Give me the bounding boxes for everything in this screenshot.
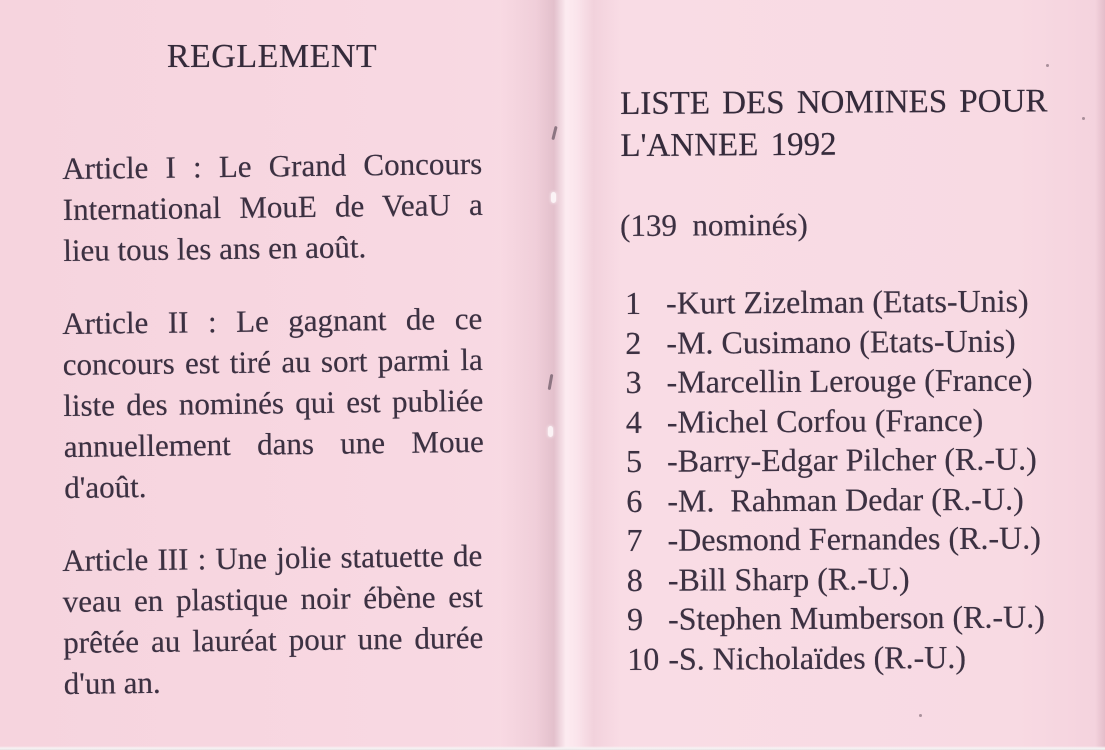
nominee-row — [626, 519, 1086, 561]
nominee-number: 8 — [626, 561, 643, 598]
page-right-edge-shadow — [1095, 0, 1105, 750]
nominee-number: 9 — [626, 600, 644, 637]
nominee-name: -Stephen Mumberson (R.-U.) — [667, 598, 1045, 637]
nominee-row — [627, 559, 1087, 601]
nominee-number: 5 — [625, 442, 643, 479]
article-1: Article I : Le Grand Concours International MouE de VeaU a lieu tous les ans en août. — [62, 145, 483, 268]
nominee-number: 10 — [627, 640, 660, 677]
nominee-row — [627, 638, 1087, 680]
nominee-number: 2 — [625, 324, 642, 361]
scan-speck — [919, 714, 922, 717]
nominee-name: -Desmond Fernandes (R.-U.) — [667, 519, 1041, 558]
nominee-row — [625, 361, 1085, 403]
scan-speck — [1046, 64, 1049, 67]
nominee-number: 7 — [626, 521, 643, 558]
right-page-title: LISTE DES NOMINES POUR L'ANNEE 1992 — [620, 83, 1048, 164]
nominee-name: -Marcellin Lerouge (France) — [666, 361, 1033, 400]
scanner-bottom-edge — [0, 746, 1105, 750]
nominee-row — [627, 598, 1087, 640]
nominee-list — [625, 282, 1087, 680]
nominee-row — [625, 322, 1085, 364]
nominee-name: -S. Nicholaïdes (R.-U.) — [668, 638, 967, 677]
left-page-heading: REGLEMENT — [166, 38, 378, 75]
nominee-name: -Michel Corfou (France) — [666, 401, 984, 440]
nominee-number: 1 — [625, 284, 642, 321]
scan-speck — [1082, 117, 1085, 120]
nominee-number: 6 — [626, 482, 643, 519]
nominee-name: -M. Cusimano (Etats-Unis) — [666, 322, 1016, 361]
nominee-row — [625, 282, 1085, 324]
nominee-row — [626, 480, 1086, 522]
nominee-name: -Bill Sharp (R.-U.) — [667, 559, 910, 598]
nominee-number: 4 — [625, 403, 642, 440]
nominee-count: (139 nominés) — [620, 206, 808, 243]
nominee-name: -M. Rahman Dedar (R.-U.) — [667, 480, 1024, 519]
fold-crease-mark — [551, 192, 556, 203]
nominee-row — [626, 401, 1086, 443]
nominee-row — [626, 440, 1086, 482]
fold-crease-mark — [548, 426, 553, 437]
article-3: Article III : Une jolie statuette de veau en plastique noir ébène est prêtée au lauréat pour une durée d'un an. — [62, 537, 484, 701]
nominee-name: -Barry-Edgar Pilcher (R.-U.) — [666, 440, 1037, 479]
article-2: Article II : Le gagnant de ce concours est tiré au sort parmi la liste des nominés qui est publiée annuellement dans une Moue d'août. — [62, 300, 484, 505]
nominee-name: -Kurt Zizelman (Etats-Unis) — [665, 282, 1029, 321]
booklet-fold — [500, 0, 620, 750]
nominee-number: 3 — [625, 363, 642, 400]
